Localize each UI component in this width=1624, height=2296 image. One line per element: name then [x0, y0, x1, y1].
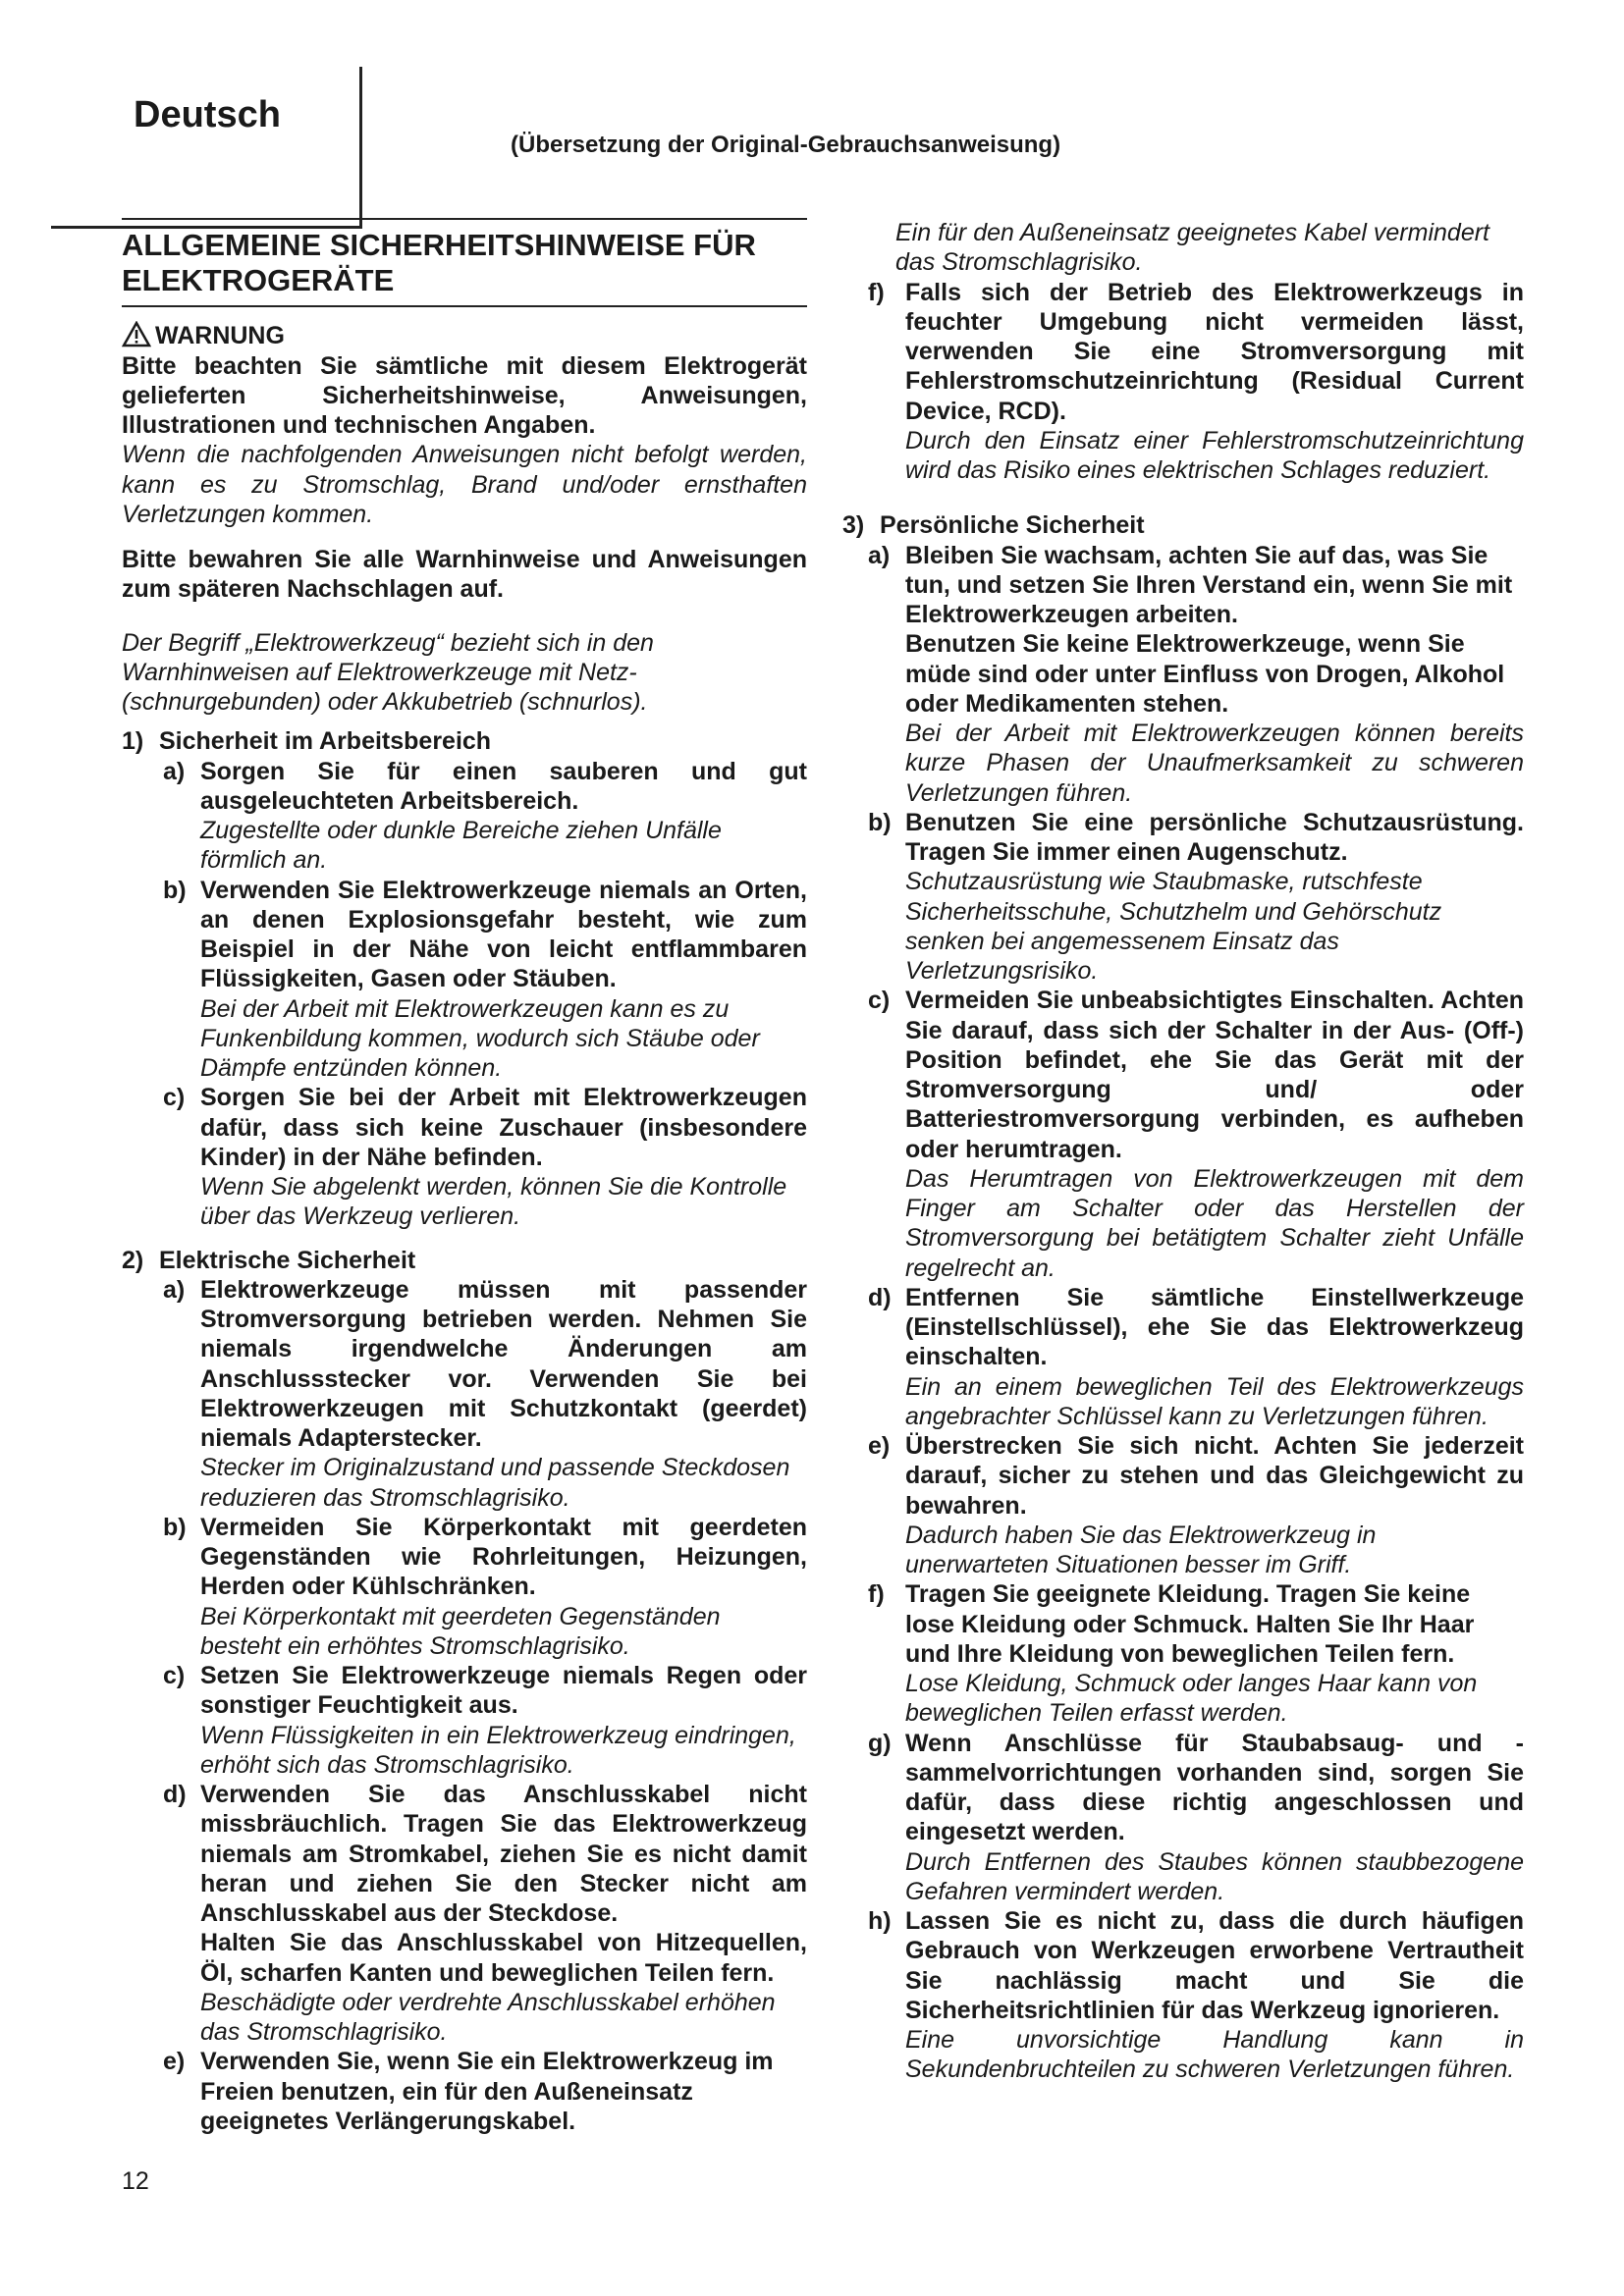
list-item: [868, 1431, 1524, 1579]
list-item: [868, 1729, 1524, 1907]
title-rule-top: [122, 218, 807, 220]
item-explanation: Ein an einem beweglichen Teil des Elektrowerkzeugs angebrachter Schlüssel kann zu Verletzungen führen.: [905, 1372, 1524, 1430]
section-2-heading: [122, 1246, 807, 1275]
continued-explanation: Ein für den Außeneinsatz geeignetes Kabel vermindert das Stromschlagrisiko.: [895, 219, 1489, 277]
item-explanation: Schutzausrüstung wie Staubmaske, rutschfeste Sicherheitsschuhe, Schutzhelm und Gehörschutz senken bei angemessenem Einsatz das Verletzungsrisiko.: [905, 868, 1442, 985]
item-explanation: Bei der Arbeit mit Elektrowerkzeugen können bereits kurze Phasen der Unaufmerksamkeit zu schweren Verletzungen führen.: [905, 720, 1524, 807]
keep-instructions: Bitte bewahren Sie alle Warnhinweise und Anweisungen zum späteren Nachschlagen auf.: [122, 546, 807, 604]
language-label: Deutsch: [134, 94, 281, 135]
item-marker: b): [163, 1513, 187, 1541]
warning-text: Bitte beachten Sie sämtliche mit diesem Elektrogerät gelieferten Sicherheitshinweise, Anweisungen, Illustrationen und technischen Angaben.: [122, 351, 807, 440]
item-marker: e): [868, 1432, 891, 1460]
item-marker: c): [868, 987, 891, 1015]
item-marker: c): [163, 1084, 186, 1112]
section-title: ALLGEMEINE SICHERHEITSHINWEISE FÜR ELEKTROGERÄTE: [122, 228, 756, 297]
item-marker: f): [868, 1580, 885, 1609]
item-marker: h): [868, 1907, 892, 1935]
item-explanation: Lose Kleidung, Schmuck oder langes Haar kann von beweglichen Teilen erfasst werden.: [905, 1670, 1478, 1728]
list-item: [868, 808, 1524, 987]
list-item: [163, 1083, 807, 1231]
tab-border-right: [359, 67, 362, 228]
page-number: 12: [122, 2167, 149, 2195]
list-item: [868, 541, 1524, 808]
list-item: [163, 1780, 807, 2047]
item-instruction-2: Halten Sie das Anschlusskabel von Hitzequellen, Öl, scharfen Kanten und beweglichen Teilen fern.: [200, 1929, 807, 1987]
warning-consequence: Wenn die nachfolgenden Anweisungen nicht befolgt werden, kann es zu Stromschlag, Brand und/oder ernsthaften Verletzungen kommen.: [122, 441, 807, 528]
list-item: [163, 757, 807, 876]
item-instruction-2: Benutzen Sie keine Elektrowerkzeuge, wenn Sie müde sind oder unter Einfluss von Drogen, Alkohol oder Medikamenten stehen.: [905, 630, 1505, 718]
list-item: [163, 2047, 807, 2136]
item-instruction: Bleiben Sie wachsam, achten Sie auf das, was Sie tun, und setzen Sie Ihren Verstand ein, wenn Sie mit Elektrowerkzeugen arbeiten.: [905, 541, 1513, 628]
item-explanation: Das Herumtragen von Elektrowerkzeugen mit dem Finger am Schalter oder das Herstellen der Stromversorgung bei betätigtem Schalter zieht Unfälle regelrecht an.: [905, 1164, 1524, 1282]
list-item: [868, 1579, 1524, 1728]
item-instruction: Entfernen Sie sämtliche Einstellwerkzeuge (Einstellschlüssel), ehe Sie das Elektrowerkzeug einschalten.: [905, 1283, 1524, 1371]
item-explanation: Wenn Sie abgelenkt werden, können Sie die Kontrolle über das Werkzeug verlieren.: [200, 1173, 787, 1231]
item-instruction: Verwenden Sie, wenn Sie ein Elektrowerkzeug im Freien benutzen, ein für den Außeneinsatz geeignetes Verlängerungskabel.: [200, 2048, 774, 2135]
item-instruction: Benutzen Sie eine persönliche Schutzausrüstung. Tragen Sie immer einen Augenschutz.: [905, 808, 1524, 866]
item-explanation: Beschädigte oder verdrehte Anschlusskabel erhöhen das Stromschlagrisiko.: [200, 1988, 776, 2047]
title-rule-bottom: [122, 305, 807, 307]
section-title: Elektrische Sicherheit: [159, 1246, 416, 1274]
list-item: [163, 1513, 807, 1661]
section-number: 2): [122, 1246, 144, 1274]
item-explanation: Bei Körperkontakt mit geerdeten Gegenständen besteht ein erhöhtes Stromschlagrisiko.: [200, 1602, 721, 1660]
item-explanation: Zugestellte oder dunkle Bereiche ziehen Unfälle förmlich an.: [200, 817, 722, 875]
warning-label: WARNUNG: [155, 322, 285, 350]
section-title: Persönliche Sicherheit: [880, 511, 1145, 540]
item-explanation: Wenn Flüssigkeiten in ein Elektrowerkzeug eindringen, erhöht sich das Stromschlagrisiko.: [200, 1721, 796, 1779]
left-column: [122, 218, 807, 2136]
item-instruction: Setzen Sie Elektrowerkzeuge niemals Regen oder sonstiger Feuchtigkeit aus.: [200, 1662, 807, 1720]
item-instruction: Wenn Anschlüsse für Staubabsaug- und -sammelvorrichtungen vorhanden sind, sorgen Sie dafür, dass diese richtig angeschlossen und eingesetzt werden.: [905, 1729, 1524, 1846]
item-explanation: Stecker im Originalzustand und passende Steckdosen reduzieren das Stromschlagrisiko.: [200, 1454, 790, 1512]
item-instruction: Sorgen Sie bei der Arbeit mit Elektrowerkzeugen dafür, dass sich keine Zuschauer (insbesondere Kinder) in der Nähe befinden.: [200, 1084, 807, 1171]
item-instruction: Überstrecken Sie sich nicht. Achten Sie jederzeit darauf, sicher zu stehen und das Gleichgewicht zu bewahren.: [905, 1432, 1524, 1520]
item-instruction: Sorgen Sie für einen sauberen und gut ausgeleuchteten Arbeitsbereich.: [200, 757, 807, 815]
item-instruction: Verwenden Sie Elektrowerkzeuge niemals an Orten, an denen Explosionsgefahr besteht, wie zum Beispiel in der Nähe von leicht entflammbaren Flüssigkeiten, Gasen oder Stäuben.: [200, 876, 807, 993]
item-instruction: Tragen Sie geeignete Kleidung. Tragen Sie keine lose Kleidung oder Schmuck. Halten Sie Ihr Haar und Ihre Kleidung von beweglichen Teilen fern.: [905, 1580, 1475, 1668]
item-marker: b): [868, 808, 892, 836]
list-item: [868, 986, 1524, 1283]
item-marker: b): [163, 876, 187, 904]
item-marker: f): [868, 278, 885, 306]
item-instruction: Verwenden Sie das Anschlusskabel nicht missbräuchlich. Tragen Sie das Elektrowerkzeug niemals am Stromkabel, ziehen Sie es nicht damit heran und ziehen Sie den Stecker nicht am Anschlusskabel aus der Steckdose.: [200, 1781, 807, 1928]
item-marker: d): [868, 1283, 892, 1311]
term-definition: Der Begriff „Elektrowerkzeug“ bezieht sich in den Warnhinweisen auf Elektrowerkzeuge mit Netz- (schnurgebunden) oder Akkubetrieb (schnurlos).: [122, 628, 654, 717]
item-explanation: Durch den Einsatz einer Fehlerstromschutzeinrichtung wird das Risiko eines elektrischen Schlages reduziert.: [905, 426, 1524, 484]
section-title: Sicherheit im Arbeitsbereich: [159, 727, 492, 756]
warning-triangle-icon: [122, 321, 151, 347]
item-marker: e): [163, 2048, 186, 2076]
section-1-heading: [122, 726, 807, 756]
item-explanation: Eine unvorsichtige Handlung kann in Sekundenbruchteilen zu schweren Verletzungen führen.: [905, 2026, 1524, 2084]
item-marker: a): [163, 1275, 186, 1304]
section-number: 1): [122, 727, 144, 756]
item-explanation: Dadurch haben Sie das Elektrowerkzeug in unerwarteten Situationen besser im Griff.: [905, 1521, 1377, 1578]
warning-heading: [122, 321, 807, 350]
item-explanation: Bei der Arbeit mit Elektrowerkzeugen kann es zu Funkenbildung kommen, wodurch sich Stäube oder Dämpfe entzünden können.: [200, 994, 760, 1083]
list-item: [163, 876, 807, 1084]
item-instruction: Falls sich der Betrieb des Elektrowerkzeugs in feuchter Umgebung nicht vermeiden lässt, verwenden Sie eine Stromversorgung mit Fehlerstromschutzeinrichtung (Residual Current Device, RCD).: [905, 278, 1524, 425]
list-item: [163, 1661, 807, 1780]
item-marker: a): [163, 757, 186, 785]
item-marker: g): [868, 1729, 892, 1757]
item-marker: d): [163, 1781, 187, 1809]
section-3-heading: [842, 510, 1524, 540]
list-item: [868, 278, 1524, 486]
item-instruction: Vermeiden Sie Körperkontakt mit geerdeten Gegenständen wie Rohrleitungen, Heizungen, Herden oder Kühlschränken.: [200, 1513, 807, 1601]
item-marker: c): [163, 1662, 186, 1690]
item-marker: a): [868, 541, 891, 569]
item-explanation: Durch Entfernen des Staubes können staubbezogene Gefahren vermindert werden.: [905, 1847, 1524, 1905]
item-instruction: Elektrowerkzeuge müssen mit passender Stromversorgung betrieben werden. Nehmen Sie niemals irgendwelche Änderungen am Anschlussstecker vor. Verwenden Sie bei Elektrowerkzeugen mit Schutzkontakt (geerdet) niemals Adapterstecker.: [200, 1275, 807, 1453]
list-item: [163, 1275, 807, 1513]
section-number: 3): [842, 511, 865, 540]
language-tab: [51, 59, 361, 169]
document-subtitle: (Übersetzung der Original-Gebrauchsanweisung): [511, 132, 1061, 158]
item-instruction: Vermeiden Sie unbeabsichtigtes Einschalten. Achten Sie darauf, dass sich der Schalter in der Aus- (Off-) Position befindet, ehe Sie das Gerät mit der Stromversorgung und/ oder Batteriestromversorgung verbinden, es aufheben oder herumtragen.: [905, 987, 1524, 1163]
list-item: [868, 1906, 1524, 2085]
item-instruction: Lassen Sie es nicht zu, dass die durch häufigen Gebrauch von Werkzeugen erworbene Vertrautheit Sie nachlässig macht und Sie die Sicherheitsrichtlinien für das Werkzeug ignorieren.: [905, 1907, 1524, 2024]
right-column: [842, 218, 1524, 2085]
list-item: [868, 1283, 1524, 1431]
